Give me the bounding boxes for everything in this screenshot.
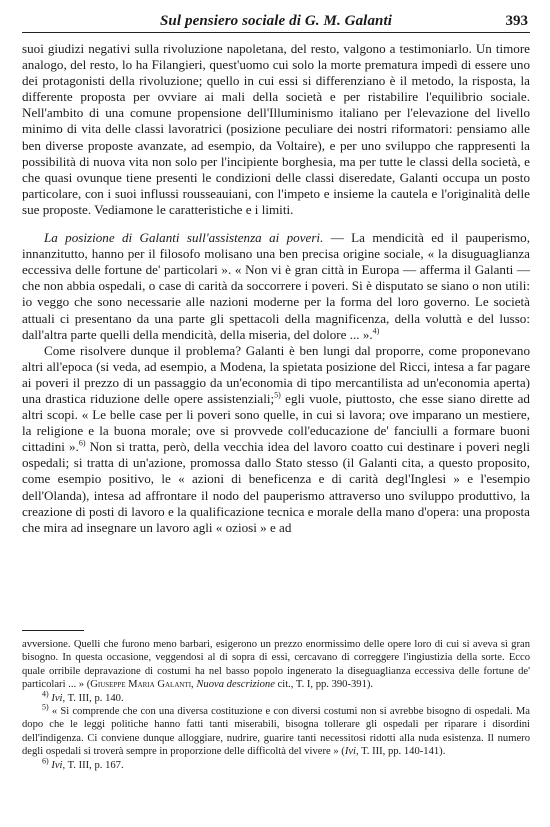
running-head: Sul pensiero sociale di G. M. Galanti: [159, 13, 393, 29]
paragraph-3-part-b: egli vuole, piuttosto, che esse siano dirette ad altri scopi. « Le belle case per li poveri sono quelle, in cui si lavora; ove imparano un mestiere, la religione e la buona morale; ove si provvede coll'educazione de' fanciulli a formare buoni cittadini ».: [22, 390, 530, 455]
footnote-ref-5: 5): [274, 390, 281, 400]
paragraph-2: [22, 230, 530, 343]
page-header: [22, 8, 530, 33]
footnote-4-mark: 4): [42, 689, 49, 699]
footnote-ref-4: 4): [372, 326, 380, 336]
footnote-4-text: , T. III, p. 140.: [62, 692, 124, 704]
footnote-separator: [22, 630, 84, 631]
footnote-5-ivi: Ivi: [344, 746, 356, 758]
footnote-continuation-text: avversione. Quelli che furono meno barbari, esigerono un prezzo enormissimo delle opere loro di cui si aveva sì gran bisogno. In questa occasione, veggendosi al di sopra di essi, cercavano di correggere l'ingiustizia della sorte. Ecco quale orribile depravazione di costumi ha nel basso popolo ingenerato la diseguaglianza eccessiva delle fortune de' particolari ... » (: [22, 639, 530, 691]
footnote-ref-6: 6): [78, 438, 86, 448]
footnote-5-text: « Si comprende che con una diversa costituzione e con diversi costumi non si avrebbe bisogno di ospedali. Ma dopo che le leggi politiche hanno fatti tanti miserabili, bisogna tollerare gli ospedali per riparare i disordini dell'indigenza. Ci conviene dunque alloggiare, nudrire, guarire tanti necessitosi ridotti alla nuda esistenza. Il numero degli ospedali si troverà sempre in proporzione delle difficoltà del vivere » (: [22, 706, 530, 758]
citation-tail: cit., T. I, pp. 390-391).: [274, 679, 374, 691]
paragraph-2-text: — La mendicità ed il pauperismo, innanzitutto, hanno per il filosofo molisano una ben precisa origine sociale, « la disuguaglianza eccessiva delle fortune de' particolari ». « Non vi è gran città in Europa — afferma il Galanti — che non abbia ospedali, o case di carità da soccorrere i poveri. Si è disputato se siano o non utili: io veggo che sono necessarie alle nazioni moderne per la forma del loro governo. Le società attuali ci presentano da una parte gli spettacoli della magnificenza, della voluttà e del lusso: dall'altra parte quelli della mendicità, della miseria, del dolore ... ».: [22, 230, 531, 342]
footnotes: [22, 638, 530, 772]
footnote-5-mark: 5): [42, 702, 49, 712]
cited-title: Nuova descrizione: [196, 679, 275, 691]
footnote-continuation: [22, 638, 530, 692]
citation-separator: ,: [191, 679, 197, 691]
footnote-6-text: , T. III, p. 167.: [62, 759, 124, 771]
main-text: [22, 41, 530, 536]
section-heading: La posizione di Galanti sull'assistenza ai poveri.: [44, 230, 324, 246]
cited-author: Giuseppe Maria Galanti: [90, 679, 192, 691]
paragraph-3-part-c: Non si tratta, però, della vecchia idea del lavoro coatto cui destinare i poveri negli ospedali; si tratta di un'azione, promossa dallo Stato stesso (il Galanti cita, a questo proposito, come esempio positivo, le « azioni di beneficenza e di carità degl'Inglesi » e l'esempio dell'Olanda), intesa ad affrontare il nodo del pauperismo attraverso uno sviluppo produttivo, la creazione di posti di lavoro e la qualificazione tecnica e morale della mano d'opera: una proposta che mira ad insegnare un lavoro agli « oziosi » e ad: [22, 439, 530, 535]
footnote-5: [22, 702, 530, 759]
footnote-6-mark: 6): [42, 756, 49, 766]
footnote-4: [22, 689, 530, 705]
footnote-5-tail: , T. III, pp. 140-141).: [356, 746, 446, 758]
paragraph-3: [22, 343, 530, 536]
paragraph-3-part-a: Come risolvere dunque il problema? Galanti è ben lungi dal proporre, come proponevano altri all'epoca (si veda, ad esempio, a Modena, la spietata posizione del Ricci, intesa a far pagare ai poveri il prezzo di un passaggio da un'economia di tipo mercantilista ad un'economia aperta) una drastica riduzione delle opere assistenziali;: [22, 342, 530, 406]
footnote-4-ivi: Ivi: [51, 692, 63, 704]
page-number: 393: [505, 13, 528, 29]
footnote-6: [22, 756, 530, 772]
footnote-6-ivi: Ivi: [51, 759, 63, 771]
paragraph-1: suoi giudizi negativi sulla rivoluzione napoletana, del resto, valgono a testimoniarlo. Un timore analogo, del resto, lo ha Filangieri, quest'uomo cui solo la morte prematura impedì di essere uno dei protagonisti della rivoluzione; quello in cui essi si differenziano è il metodo, la risposta, la differente proposta per ovviare ai mali della società e per ristabilire l'equilibrio sociale. Nell'ambito di una comune propensione dell'Illuminismo italiano per l'elevazione del livello minimo di vita delle classi lavoratrici (posizione peculiare dei nostri riformatori: pensiamo alle ben diverse proposte avanzate, ad esempio, da Voltaire), e per uno sviluppo che rappresenti la possibilità di nuova vita non solo per l'incipiente borghesia, ma per tutte le classi della società, e che quasi ovunque tiene presenti le condizioni delle classi diseredate, Galanti occupa un posto particolare, con i suoi influssi rousseauiani, con l'impeto e insieme la cautela e l'originalità delle sue proposte. Vediamone le caratteristiche e i limiti.: [22, 41, 530, 217]
